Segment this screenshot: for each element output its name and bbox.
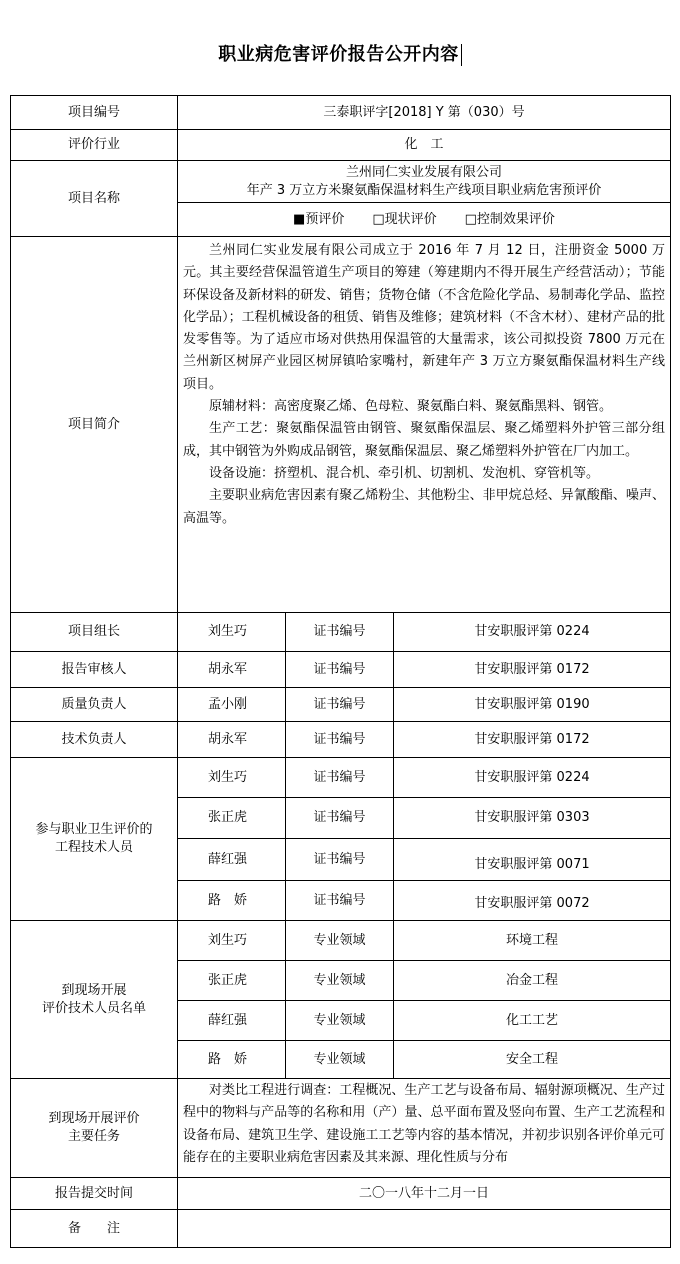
person-name: 孟小刚	[208, 696, 248, 712]
person-name: 路 娇	[208, 892, 248, 908]
checkbox-status-evaluation: □现状评价	[372, 211, 437, 227]
field-label: 专业领域	[313, 1051, 366, 1067]
field-label: 专业领域	[313, 1012, 366, 1028]
project-name: 年产 3 万立方米聚氨酯保温材料生产线项目职业病危害预评价	[246, 182, 602, 198]
cert-label: 证书编号	[313, 810, 366, 825]
intro-paragraph: 生产工艺：聚氨酯保温管由钢管、聚氨酯保温层、聚乙烯塑料外护管三部分组成，其中钢管为外购成品钢管，聚氨酯保温层、聚乙烯塑料外护管在厂内加工。	[183, 421, 665, 459]
field-value: 化工工艺	[505, 1012, 558, 1028]
person-name: 刘生巧	[208, 624, 248, 639]
cert-label: 证书编号	[313, 696, 366, 712]
role-label: 项目组长	[67, 624, 120, 639]
cert-label: 证书编号	[313, 661, 366, 677]
cert-label: 证书编号	[313, 624, 366, 639]
label-onsite	[11, 921, 177, 1078]
value-project-no: 三泰职评字[2018] Y 第（030）号	[323, 104, 525, 120]
label-tasks	[11, 1079, 177, 1177]
intro-paragraph: 主要职业病危害因素有聚乙烯粉尘、其他粉尘、非甲烷总烃、异氰酸酯、噪声、高温等。	[183, 488, 665, 526]
role-label: 质量负责人	[61, 696, 127, 712]
intro-paragraph: 设备设施：挤塑机、混合机、牵引机、切割机、发泡机、穿管机等。	[209, 465, 600, 481]
text-cursor	[461, 44, 462, 66]
company-name: 兰州同仁实业发展有限公司	[345, 164, 502, 180]
cert-label: 证书编号	[313, 851, 366, 867]
label-project-intro: 项目简介	[67, 416, 120, 432]
field-label: 专业领域	[313, 932, 366, 948]
cert-label: 证书编号	[313, 731, 366, 747]
field-value: 安全工程	[505, 1051, 558, 1067]
label-project-no: 项目编号	[67, 104, 120, 120]
project-intro-text	[183, 240, 665, 610]
person-name: 刘生巧	[208, 932, 248, 948]
person-name: 刘生巧	[208, 769, 248, 785]
role-label: 报告审核人	[61, 661, 127, 677]
intro-paragraph: 原辅材料：高密度聚乙烯、色母粒、聚氨酯白料、聚氨酯黑料、钢管。	[209, 399, 613, 415]
label-industry: 评价行业	[67, 137, 120, 152]
label-remark: 备 注	[67, 1220, 120, 1236]
person-name: 张正虎	[208, 810, 248, 825]
label-onsite-line2: 评价技术人员名单	[41, 1000, 146, 1016]
label-project-name: 项目名称	[67, 190, 120, 206]
cert-number: 甘安职服评第 0071	[474, 856, 590, 872]
label-participants	[11, 758, 177, 920]
cert-number: 甘安职服评第 0224	[474, 624, 590, 639]
field-value: 冶金工程	[505, 972, 558, 988]
value-industry: 化 工	[404, 137, 444, 152]
field-label: 专业领域	[313, 972, 366, 988]
cert-number: 甘安职服评第 0190	[474, 696, 590, 712]
cert-label: 证书编号	[313, 892, 366, 908]
tasks-text: 对类比工程进行调查：工程概况、生产工艺与设备布局、辐射源项概况、生产过程中的物料与产品等的名称和用（产）量、总平面布置及竖向布置、生产工艺流程和设备布局、建筑卫生学、建设施工工艺等内容的基本情况，并初步识别各评价单元可能存在的主要职业病危害因素及其来源、理化性质与分布	[183, 1083, 665, 1165]
label-onsite-line1: 到现场开展	[61, 982, 127, 998]
field-value: 环境工程	[505, 932, 558, 948]
project-name-block	[178, 161, 670, 202]
evaluation-type-options	[178, 203, 670, 236]
value-remark	[178, 1210, 670, 1247]
cert-number: 甘安职服评第 0172	[474, 731, 590, 747]
label-tasks-line1: 到现场开展评价	[48, 1111, 140, 1126]
cert-number: 甘安职服评第 0303	[474, 810, 590, 825]
cert-number: 甘安职服评第 0072	[474, 896, 590, 911]
label-submit-time: 报告提交时间	[54, 1185, 133, 1201]
label-tasks-line2: 主要任务	[67, 1129, 120, 1144]
cert-number: 甘安职服评第 0224	[474, 769, 590, 785]
tasks-text-box	[183, 1080, 665, 1176]
person-name: 张正虎	[208, 972, 248, 988]
person-name: 薛红强	[208, 1012, 248, 1028]
person-name: 路 娇	[208, 1051, 248, 1067]
person-name: 胡永军	[208, 661, 248, 677]
intro-paragraph: 兰州同仁实业发展有限公司成立于 2016 年 7 月 12 日，注册资金 5000 万元。其主要经营保温管道生产项目的筹建（筹建期内不得开展生产经营活动）；节能环保设备及新材料的研发、销售；货物仓储（不含危险化学品、易制毒化学品、监控化学品）；工程机械设备的租赁、销售及维修；建筑材料（不含木材）、建材产品的批发零售等。为了适应市场对供热用保温管的大量需求，该公司拟投资 7800 万元在兰州新区树屏产业园区树屏镇哈家嘴村，新建年产 3 万立方聚氨酯保温材料生产线项目。	[183, 243, 665, 392]
cert-number: 甘安职服评第 0172	[474, 661, 590, 677]
cert-label: 证书编号	[313, 769, 366, 785]
checkbox-pre-evaluation: ■预评价	[293, 211, 345, 227]
role-label: 技术负责人	[61, 731, 127, 747]
person-name: 胡永军	[208, 731, 248, 747]
label-participants-line1: 参与职业卫生评价的	[35, 822, 153, 837]
page-title: 职业病危害评价报告公开内容	[0, 40, 680, 66]
checkbox-control-effect-evaluation: □控制效果评价	[464, 211, 555, 227]
label-participants-line2: 工程技术人员	[54, 840, 133, 855]
value-submit-time: 二〇一八年十二月一日	[358, 1185, 489, 1201]
person-name: 薛红强	[208, 851, 248, 867]
